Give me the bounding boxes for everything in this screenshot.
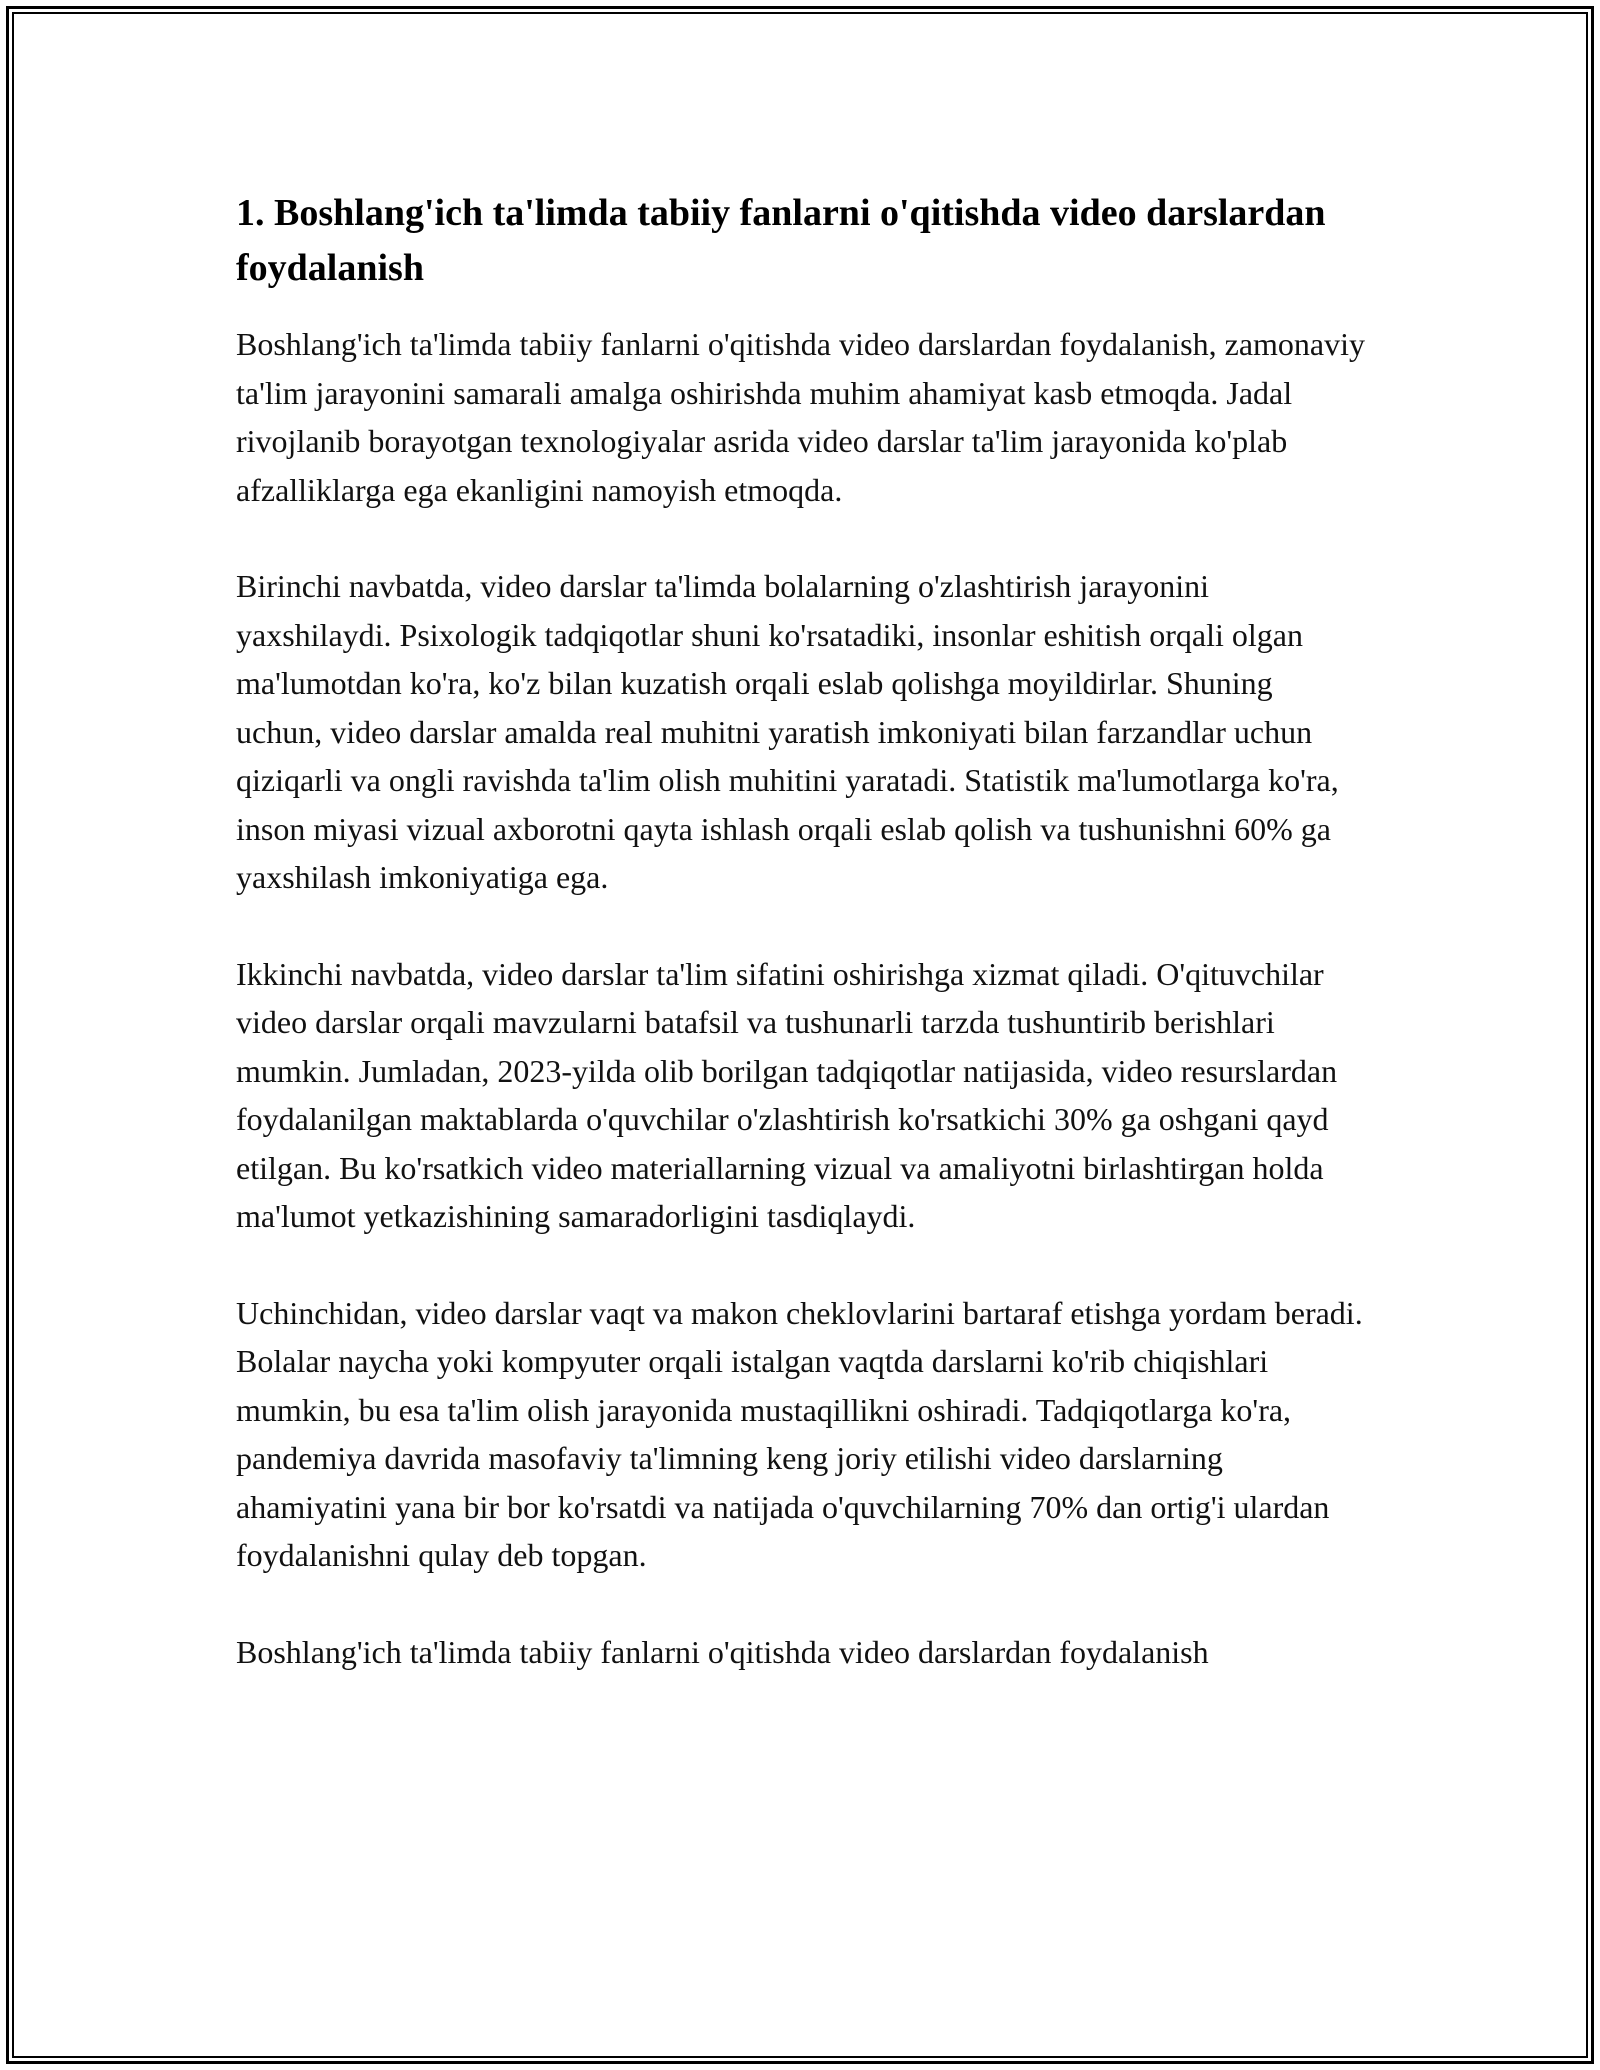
paragraph-third-point: Uchinchidan, video darslar vaqt va makon cheklovlarini bartaraf etishga yordam beradi. Bolalar naycha yoki kompyuter orqali istalgan vaqtda darslarni ko'rib chiqishlari mumkin, bu esa ta'lim olish jarayonida mustaqillikni oshiradi. Tadqiqotlarga ko'ra, pandemiya davrida masofaviy ta'limning keng joriy etilishi video darslarning ahamiyatini yana bir bor ko'rsatdi va natijada o'quvchilarning 70% dan ortig'i ulardan foydalanishni qulay deb topgan. — [236, 1294, 1363, 1573]
paragraph-first-point: Birinchi navbatda, video darslar ta'limda bolalarning o'zlashtirish jarayonini yaxshilaydi. Psixologik tadqiqotlar shuni ko'rsatadiki, insonlar eshitish orqali olgan ma'lumotdan ko'ra, ko'z bilan kuzatish orqali eslab qolishga moyildirlar. Shuning uchun, video darslar amalda real muhitni yaratish imkoniyati bilan farzandlar uchun qiziqarli va ongli ravishda ta'lim olish muhitini yaratadi. Statistik ma'lumotlarga ko'ra, inson miyasi vizual axborotni qayta ishlash orqali eslab qolish va tushunishni 60% ga yaxshilash imkoniyatiga ega. — [236, 568, 1339, 895]
document-body — [236, 186, 1366, 1724]
paragraph-second-point: Ikkinchi navbatda, video darslar ta'lim sifatini oshirishga xizmat qiladi. O'qituvchilar video darslar orqali mavzularni batafsil va tushunarli tarzda tushuntirib berishlari mumkin. Jumladan, 2023-yilda olib borilgan tadqiqotlar natijasida, video resurslardan foydalanilgan maktablarda o'quvchilar o'zlashtirish ko'rsatkichi 30% ga oshgani qayd etilgan. Bu ko'rsatkich video materiallarning vizual va amaliyotni birlashtirgan holda ma'lumot yetkazishining samaradorligini tasdiqlaydi. — [236, 955, 1338, 1234]
section-heading: 1. Boshlang'ich ta'limda tabiiy fanlarni o'qitishda video darslardan foydalanish — [236, 192, 1326, 289]
paragraph-conclusion-start: Boshlang'ich ta'limda tabiiy fanlarni o'qitishda video darslardan foydalanish — [236, 1633, 1209, 1670]
paragraph-intro: Boshlang'ich ta'limda tabiiy fanlarni o'qitishda video darslardan foydalanish, zamonaviy ta'lim jarayonini samarali amalga oshirishda muhim ahamiyat kasb etmoqda. Jadal rivojlanib borayotgan texnologiyalar asrida video darslar ta'lim jarayonida ko'plab afzalliklarga ega ekanligini namoyish etmoqda. — [236, 326, 1365, 508]
